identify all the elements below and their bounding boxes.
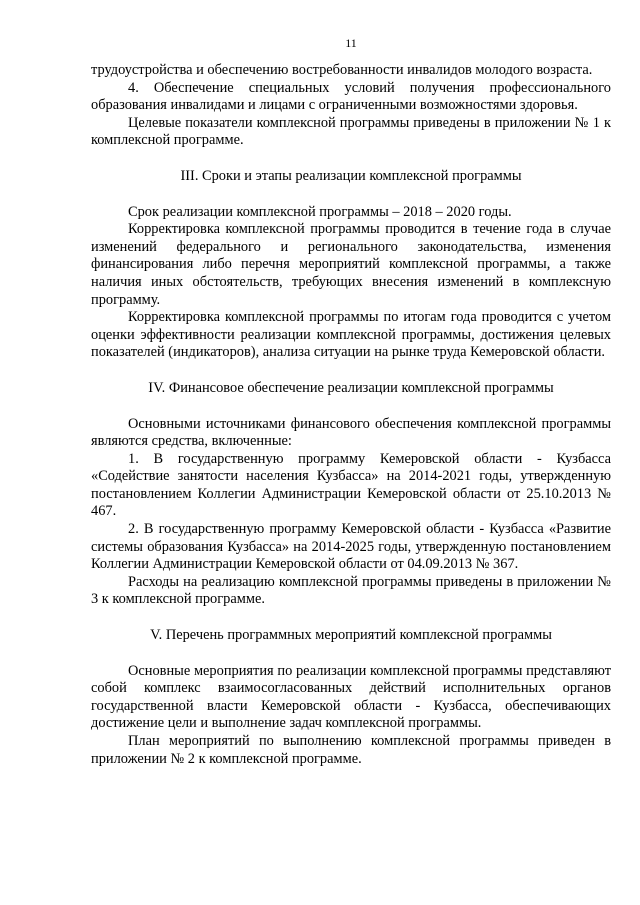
paragraph-main-activities: Основные мероприятия по реализации комплексной программы представляют собой комплекс взаимосогласованных действий исполнительных органов государственной власти Кемеровской области - Кузбасса, обеспечивающих достижение цели и выполнение задач комплексной программы. — [91, 662, 611, 732]
document-body — [91, 62, 611, 768]
paragraph-funding-item-1: 1. В государственную программу Кемеровской области - Кузбасса «Содействие занятости населения Кузбасса» на 2014-2021 годы, утвержденную постановлением Коллегии Администрации Кемеровской области от 25.10.2013 № 467. — [91, 450, 611, 520]
paragraph-funding-sources: Основными источниками финансового обеспечения комплексной программы являются средства, включенные: — [91, 415, 611, 450]
section-heading-iv: IV. Финансовое обеспечение реализации комплексной программы — [148, 379, 554, 396]
paragraph-program-term: Срок реализации комплексной программы – 2018 – 2020 годы. — [128, 203, 512, 220]
paragraph-action-plan: План мероприятий по выполнению комплексной программы приведен в приложении № 2 к комплексной программе. — [91, 733, 611, 767]
paragraph-adjustment-during-year: Корректировка комплексной программы проводится в течение года в случае изменений федерального и регионального законодательства, изменения финансирования либо перечня мероприятий комплексной программы, а также наличия иных обстоятельств, требующих внесения изменений в комплексную программу. — [91, 221, 611, 308]
paragraph-target-indicators: Целевые показатели комплексной программы приведены в приложении № 1 к комплексной программе. — [91, 114, 611, 149]
paragraph-employment-continued: трудоустройства и обеспечению востребованности инвалидов молодого возраста. — [91, 62, 593, 78]
page-number: 11 — [345, 36, 357, 50]
paragraph-adjustment-year-results: Корректировка комплексной программы по итогам года проводится с учетом оценки эффективности реализации комплексной программы, достижения целевых показателей (индикаторов), анализа ситуации на рынке труда Кемеровской области. — [91, 309, 611, 361]
paragraph-funding-item-2: 2. В государственную программу Кемеровской области - Кузбасса «Развитие системы образования Кузбасса» на 2014-2025 годы, утвержденную постановлением Коллегии Администрации Кемеровской области от 04.09.2013 № 367. — [91, 521, 611, 573]
section-heading-iii: III. Сроки и этапы реализации комплексной программы — [180, 167, 522, 184]
paragraph-item-4-special-conditions: 4. Обеспечение специальных условий получения профессионального образования инвалидами и лицами с ограниченными возможностями здоровья. — [91, 79, 611, 114]
section-heading-v: V. Перечень программных мероприятий комплексной программы — [150, 627, 552, 644]
paragraph-expenses: Расходы на реализацию комплексной программы приведены в приложении № 3 к комплексной программе. — [91, 573, 611, 608]
